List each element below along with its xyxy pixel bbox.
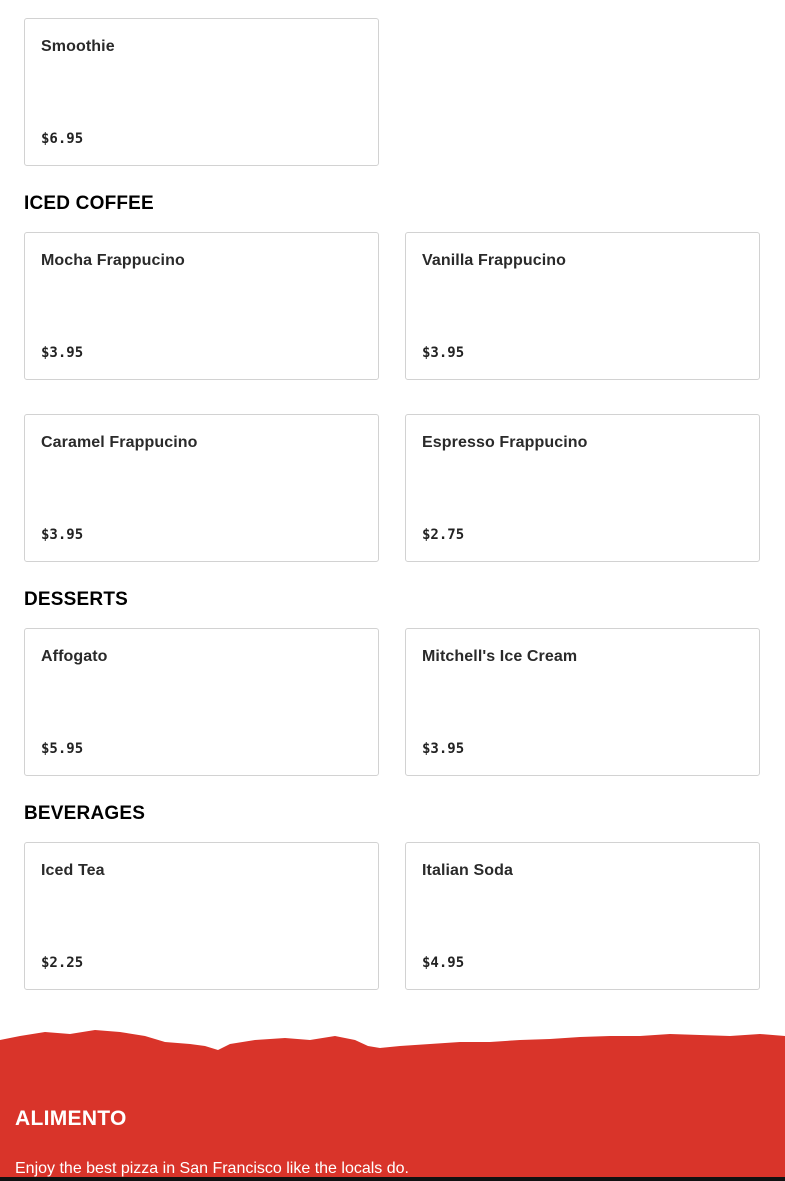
section-title-iced-coffee: ICED COFFEE: [24, 193, 154, 214]
menu-item-name: Smoothie: [41, 38, 115, 55]
menu-item-price: $2.75: [422, 527, 465, 543]
menu-item-price: $5.95: [41, 741, 84, 757]
footer-brand: ALIMENTO: [15, 1107, 127, 1130]
footer-background: [0, 1030, 785, 1181]
menu-item-name: Affogato: [41, 648, 108, 665]
menu-item-name: Espresso Frappucino: [422, 434, 588, 451]
menu-item-name: Mocha Frappucino: [41, 252, 185, 269]
menu-item-name: Iced Tea: [41, 862, 105, 879]
menu-item-card[interactable]: [405, 232, 760, 380]
menu-item-card[interactable]: [24, 628, 379, 776]
menu-item-name: Vanilla Frappucino: [422, 252, 567, 269]
menu-item-name: Caramel Frappucino: [41, 434, 198, 451]
menu-item-price: $3.95: [422, 741, 465, 757]
section-title-beverages: BEVERAGES: [24, 803, 146, 824]
menu-item-card[interactable]: [405, 414, 760, 562]
footer-tagline: Enjoy the best pizza in San Francisco like the locals do.: [15, 1160, 409, 1177]
site-footer: [0, 1024, 785, 1181]
menu-item-card[interactable]: [405, 628, 760, 776]
menu-item-card[interactable]: [24, 842, 379, 990]
torn-paper-edge: [0, 1024, 785, 1181]
menu-item-price: $4.95: [422, 955, 465, 971]
bottom-bar: [0, 1177, 785, 1181]
menu-item-price: $2.25: [41, 955, 84, 971]
menu-item-price: $3.95: [41, 527, 84, 543]
menu-item-name: Italian Soda: [422, 862, 513, 879]
menu-item-card[interactable]: [405, 842, 760, 990]
menu-item-price: $3.95: [41, 345, 84, 361]
menu-item-price: $6.95: [41, 131, 84, 147]
menu-item-card[interactable]: [24, 414, 379, 562]
menu-item-name: Mitchell's Ice Cream: [422, 648, 578, 665]
menu-item-card[interactable]: [24, 232, 379, 380]
section-title-desserts: DESSERTS: [24, 589, 129, 610]
menu-item-card[interactable]: [24, 18, 379, 166]
menu-item-price: $3.95: [422, 345, 465, 361]
